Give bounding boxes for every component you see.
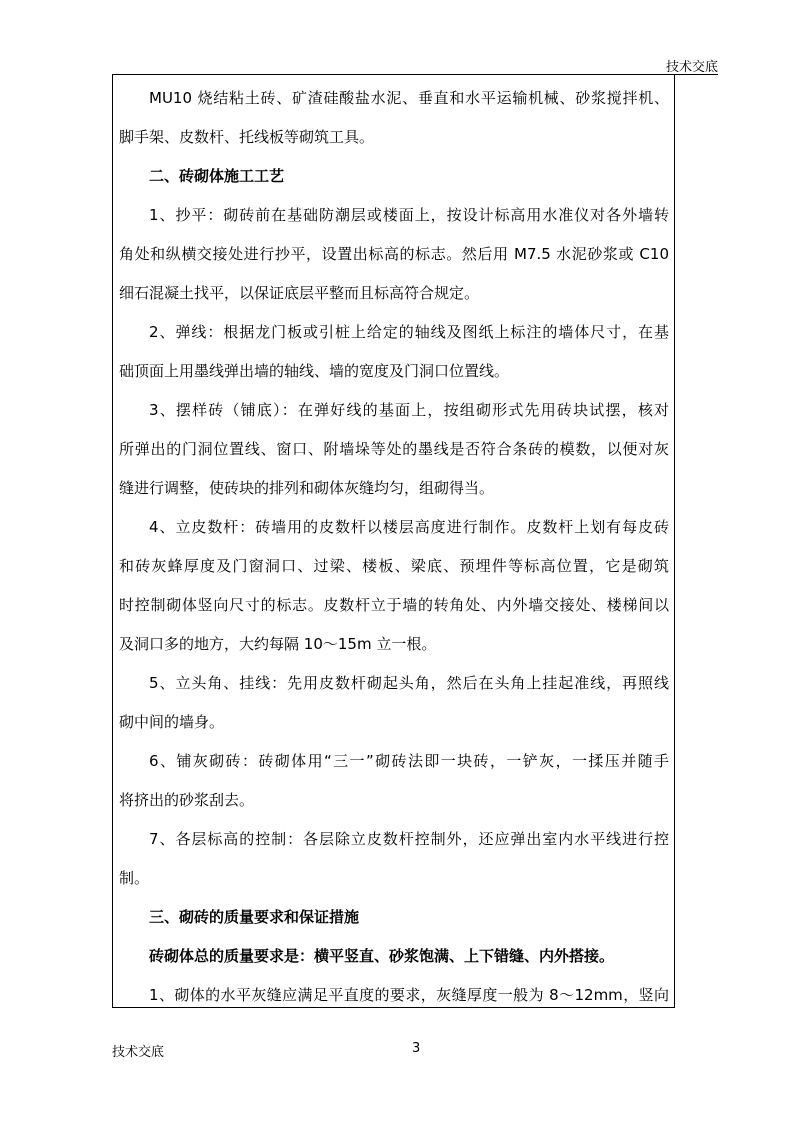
paragraph-line: 细石混凝土找平，以保证底层平整而且标高符合规定。 [119,284,480,302]
paragraph-line: 所弹出的门洞位置线、窗口、附墙垛等处的墨线是否符合条砖的模数，以便对灰 [119,440,669,458]
paragraph-line: 砌中间的墙身。 [119,713,225,731]
paragraph-line: 及洞口多的地方，大约每隔 10～15m 立一根。 [119,635,437,653]
paragraph-line: 3、摆样砖（铺底）：在弹好线的基面上，按组砌形式先用砖块试摆，核对 [149,401,669,419]
paragraph-line: 础顶面上用墨线弹出墙的轴线、墙的宽度及门洞口位置线。 [119,362,510,380]
paragraph-line: 将挤出的砂浆刮去。 [119,791,255,809]
section-heading: 砖砌体总的质量要求是：横平竖直、砂浆饱满、上下错缝、内外搭接。 [149,947,615,965]
paragraph-line: 制。 [119,869,150,887]
document-body [119,79,669,1015]
header-title: 技术交底 [665,60,718,75]
paragraph-line: 1、砌体的水平灰缝应满足平直度的要求，灰缝厚度一般为 8～12mm，竖向 [149,986,669,1004]
paragraph-line: 6、铺灰砌砖：砖砌体用“三一”砌砖法即一块砖，一铲灰，一揉压并随手 [149,752,669,770]
paragraph-line: 缝进行调整，使砖块的排列和砌体灰缝均匀，组砌得当。 [119,479,495,497]
paragraph-line: 角处和纵横交接处进行抄平，设置出标高的标志。然后用 M7.5 水泥砂浆或 C10 [119,245,669,263]
paragraph-line: MU10 烧结粘土砖、矿渣硅酸盐水泥、垂直和水平运输机械、砂浆搅拌机、 [149,89,669,107]
footer-label: 技术交底 [112,1045,165,1060]
paragraph-line: 和砖灰蜂厚度及门窗洞口、过梁、楼板、梁底、预埋件等标高位置，它是砌筑 [119,557,669,575]
paragraph-line: 5、立头角、挂线：先用皮数杆砌起头角，然后在头角上挂起准线，再照线 [149,674,669,692]
paragraph-line: 1、抄平：砌砖前在基础防潮层或楼面上，按设计标高用水准仪对各外墙转 [149,206,669,224]
paragraph-line: 脚手架、皮数杆、托线板等砌筑工具。 [119,128,375,146]
paragraph-line: 2、弹线：根据龙门板或引桩上给定的轴线及图纸上标注的墙体尺寸，在基 [149,323,669,341]
section-heading: 二、砖砌体施工工艺 [149,167,285,185]
paragraph-line: 7、各层标高的控制：各层除立皮数杆控制外，还应弹出室内水平线进行控 [149,830,669,848]
page-number: 3 [412,1041,421,1056]
section-heading: 三、砌砖的质量要求和保证措施 [149,908,360,926]
paragraph-line: 时控制砌体竖向尺寸的标志。皮数杆立于墙的转角处、内外墙交接处、楼梯间以 [119,596,669,614]
paragraph-line: 4、立皮数杆：砖墙用的皮数杆以楼层高度进行制作。皮数杆上划有每皮砖 [149,518,669,536]
